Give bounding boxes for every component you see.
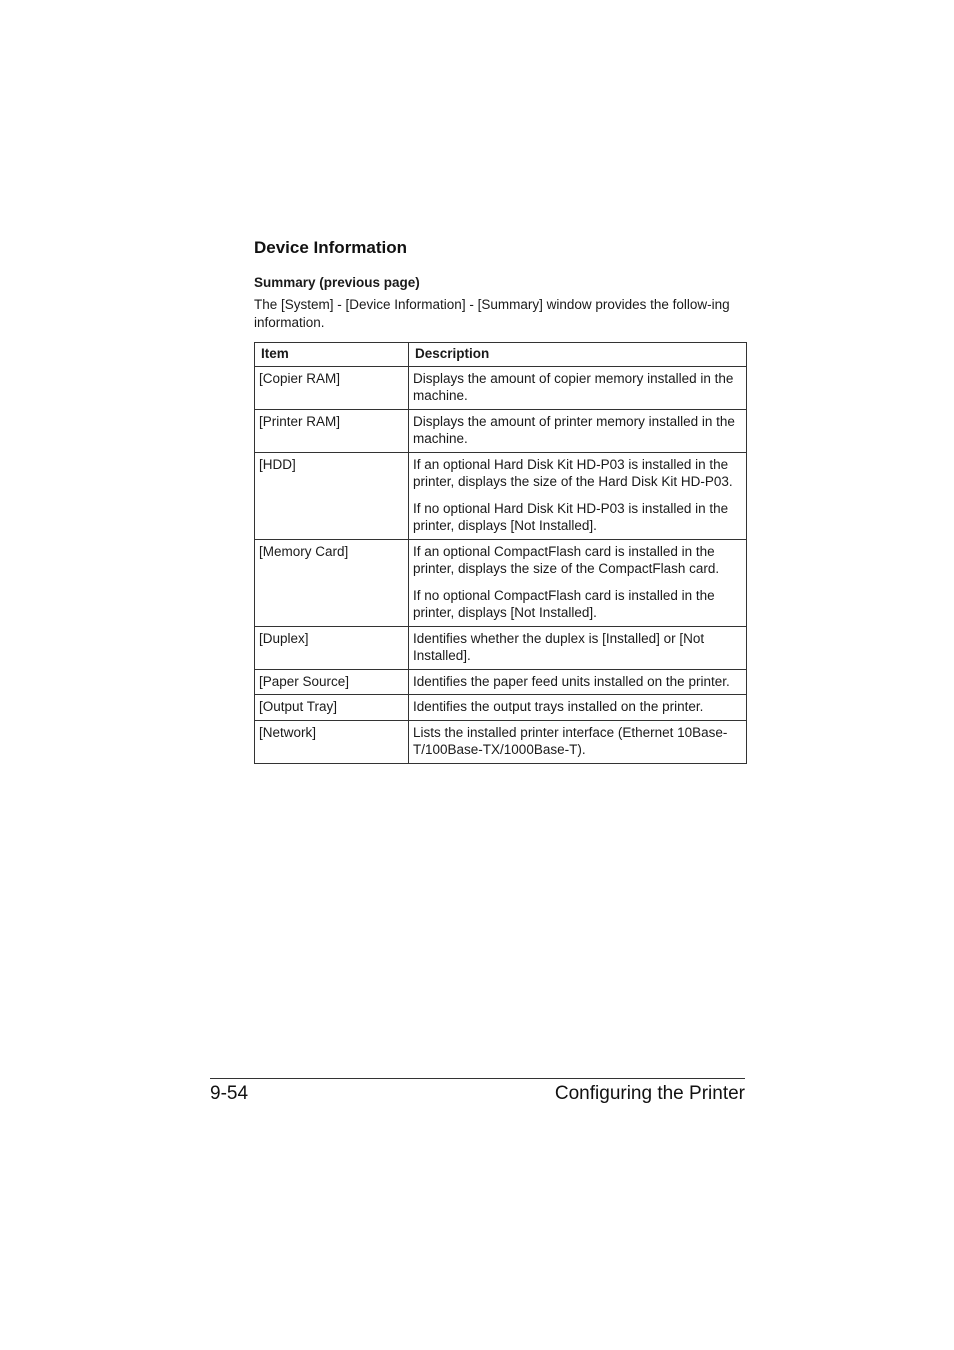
page-content [254,236,746,764]
table-row [255,669,747,695]
description-cell [409,366,747,409]
table-row [255,452,747,539]
table-row [255,695,747,721]
item-cell: [Printer RAM] [255,409,409,452]
item-cell: [Paper Source] [255,669,409,695]
description-text: If an optional CompactFlash card is installed in the printer, displays the size of the CompactFlash card. [413,543,720,576]
subsection-title: Summary (previous page) [254,275,420,290]
description-text: Identifies the paper feed units installed on the printer. [413,673,730,689]
description-cell [409,539,747,626]
section-title: Device Information [254,238,408,257]
page-number: 9-54 [210,1083,249,1104]
description-text: Lists the installed printer interface (Ethernet 10Base-T/100Base-TX/1000Base-T). [413,724,728,757]
description-text: Displays the amount of copier memory installed in the machine. [413,370,734,403]
description-cell [409,626,747,669]
description-cell [409,695,747,721]
device-info-table [254,342,747,764]
description-cell [409,720,747,763]
table-row [255,409,747,452]
description-text: If no optional Hard Disk Kit HD-P03 is installed in the printer, displays [Not Installed]. [413,500,729,533]
description-text: If an optional Hard Disk Kit HD-P03 is installed in the printer, displays the size of the Hard Disk Kit HD-P03. [413,456,733,489]
column-header-item: Item [255,343,409,367]
table-row [255,366,747,409]
description-text: If no optional CompactFlash card is installed in the printer, displays [Not Installed]. [413,587,715,620]
item-cell: [Network] [255,720,409,763]
page-footer [210,1082,745,1106]
item-cell: [Memory Card] [255,539,409,626]
column-header-description: Description [409,343,747,367]
description-cell [409,669,747,695]
item-cell: [Output Tray] [255,695,409,721]
footer-divider [210,1078,745,1079]
item-cell: [HDD] [255,452,409,539]
item-cell: [Copier RAM] [255,366,409,409]
intro-paragraph: The [System] - [Device Information] - [Summary] window provides the follow-ing information. [254,297,730,330]
chapter-title: Configuring the Printer [554,1083,745,1104]
description-text: Displays the amount of printer memory installed in the machine. [413,413,735,446]
table-row [255,626,747,669]
description-cell [409,409,747,452]
table-header-row [255,343,747,367]
item-cell: [Duplex] [255,626,409,669]
description-text: Identifies the output trays installed on the printer. [413,699,704,714]
description-cell [409,452,747,539]
description-text: Identifies whether the duplex is [Installed] or [Not Installed]. [413,630,705,663]
table-row [255,720,747,763]
table-row [255,539,747,626]
